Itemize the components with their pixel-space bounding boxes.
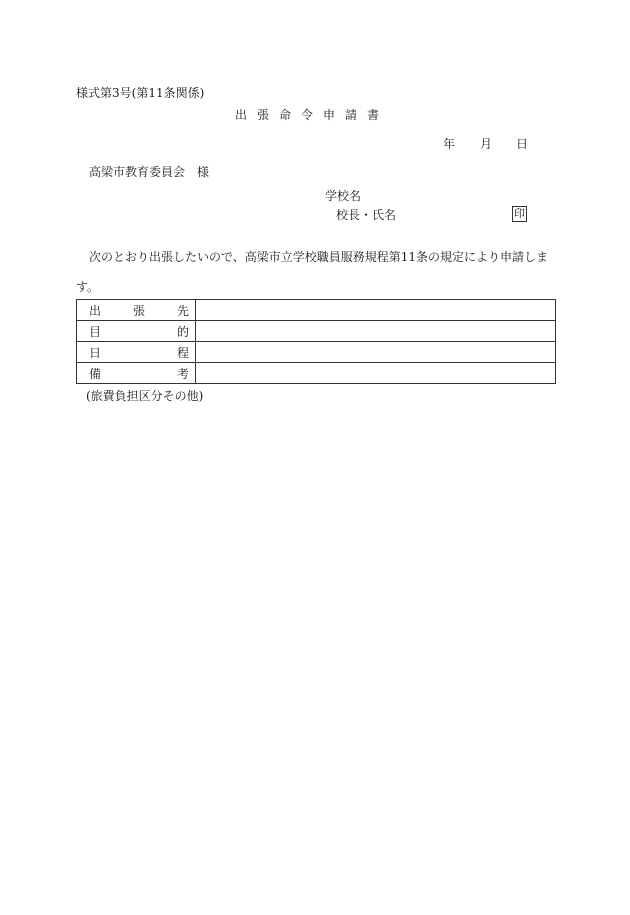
row-label-char: 先 xyxy=(176,303,189,318)
row-label-char: 日 xyxy=(89,345,102,360)
addressee: 高梁市教育委員会 様 xyxy=(89,165,210,179)
row-value-field[interactable] xyxy=(196,300,556,321)
date-year: 年 xyxy=(443,137,456,151)
principal-label: 校長・氏名 xyxy=(336,208,397,222)
row-label xyxy=(77,342,196,363)
row-label-text xyxy=(89,344,189,361)
body-text-line-1: 次のとおり出張したいので、高梁市立学校職員服務規程第11条の規定により申請しま xyxy=(89,250,549,264)
table-row xyxy=(77,321,556,342)
body-text-line-2: す。 xyxy=(76,280,100,294)
row-label xyxy=(77,300,196,321)
row-label-char: 張 xyxy=(132,303,145,318)
row-value-field[interactable] xyxy=(196,363,556,384)
row-label-char: 考 xyxy=(176,366,189,381)
row-label-char: 備 xyxy=(89,366,102,381)
table-body xyxy=(77,300,556,384)
row-label-char: 出 xyxy=(89,303,102,318)
row-label-text xyxy=(89,365,189,382)
row-label xyxy=(77,321,196,342)
application-table xyxy=(76,299,556,384)
table-row xyxy=(77,300,556,321)
row-value-field[interactable] xyxy=(196,342,556,363)
date-month: 月 xyxy=(480,137,493,151)
table-row xyxy=(77,363,556,384)
footnote: (旅費負担区分その他) xyxy=(86,389,204,403)
row-label-char: 目 xyxy=(89,324,102,339)
document-title: 出張命令申請書 xyxy=(235,108,390,122)
row-label-text xyxy=(89,302,189,319)
row-value-field[interactable] xyxy=(196,321,556,342)
school-name-label: 学校名 xyxy=(325,189,362,203)
form-number: 様式第3号(第11条関係) xyxy=(76,86,205,100)
date-day: 日 xyxy=(516,137,529,151)
row-label xyxy=(77,363,196,384)
row-label-text xyxy=(89,323,189,340)
row-label-char: 的 xyxy=(176,324,189,339)
table-row xyxy=(77,342,556,363)
seal-mark: 印 xyxy=(514,207,525,220)
row-label-char: 程 xyxy=(176,345,189,360)
